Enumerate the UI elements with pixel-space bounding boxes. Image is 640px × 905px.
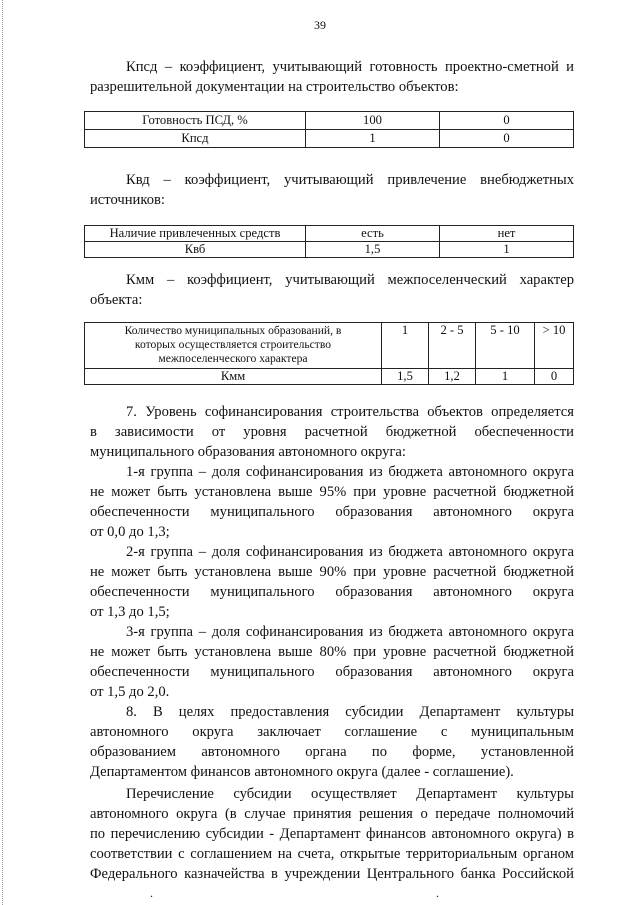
table-header-cell: 5 - 10 <box>476 323 535 369</box>
table-cell: Готовность ПСД, % <box>85 112 306 130</box>
group2-line-2: не может быть установлена выше 90% при уровне расчетной бюджетной <box>90 564 574 580</box>
table-row <box>85 130 574 148</box>
scan-mark: . <box>150 886 153 900</box>
group2-line-1: 2-я группа – доля софинансирования из бюджета автономного округа <box>126 544 574 560</box>
group2-line-3: обеспеченности муниципального образования автономного округа <box>90 584 574 600</box>
table-cell: 1,2 <box>429 369 476 385</box>
kvd-definition-line-1: Квд – коэффициент, учитывающий привлечение внебюджетных <box>126 172 574 188</box>
section8-line-4: Департаментом финансов автономного округа (далее - соглашение). <box>90 764 514 780</box>
table-row <box>85 226 574 242</box>
kpsd-definition-line-2: разрешительной документации на строительство объектов: <box>90 79 459 95</box>
kpsd-table <box>84 111 574 148</box>
transfer-line-2: автономного округа (в случае принятия решения о передаче полномочий <box>90 806 574 822</box>
table-cell: 1,5 <box>306 242 440 258</box>
section7-line-3: муниципального образования автономного округа: <box>90 444 406 460</box>
table-header-cell: 1 <box>382 323 429 369</box>
table-cell: нет <box>440 226 574 242</box>
transfer-line-3: по перечислению субсидии - Департамент финансов автономного округа) в <box>90 826 574 842</box>
group3-line-3: обеспеченности муниципального образования автономного округа <box>90 664 574 680</box>
table-cell: 0 <box>535 369 574 385</box>
kmm-definition-line-2: объекта: <box>90 292 143 308</box>
kmm-table <box>84 322 574 385</box>
scan-edge <box>2 0 7 905</box>
kmm-criterion-line: межпоселенческого характера <box>158 352 308 365</box>
group1-line-2: не может быть установлена выше 95% при уровне расчетной бюджетной <box>90 484 574 500</box>
table-row <box>85 323 574 369</box>
scan-mark: . <box>436 886 439 900</box>
group1-line-3: обеспеченности муниципального образования автономного округа <box>90 504 574 520</box>
table-cell: 1 <box>440 242 574 258</box>
transfer-line-5: Федерального казначейства в учреждении Центрального банка Российской <box>90 866 574 882</box>
table-cell: есть <box>306 226 440 242</box>
kmm-criterion-line: которых осуществляется строительство <box>134 338 332 351</box>
group3-line-2: не может быть установлена выше 80% при уровне расчетной бюджетной <box>90 644 574 660</box>
table-cell: Квб <box>85 242 306 258</box>
table-cell: 100 <box>306 112 440 130</box>
kvd-definition-line-2: источников: <box>90 192 165 208</box>
section8-line-1: 8. В целях предоставления субсидии Департамент культуры <box>126 704 574 720</box>
table-cell: Кпсд <box>85 130 306 148</box>
group1-line-1: 1-я группа – доля софинансирования из бюджета автономного округа <box>126 464 574 480</box>
kpsd-definition-line-1: Кпсд – коэффициент, учитывающий готовность проектно-сметной и <box>126 59 574 75</box>
table-cell: Кмм <box>85 369 382 385</box>
group1-line-4: от 0,0 до 1,3; <box>90 524 170 540</box>
group2-line-4: от 1,3 до 1,5; <box>90 604 170 620</box>
transfer-line-1: Перечисление субсидии осуществляет Департамент культуры <box>126 786 574 802</box>
group3-line-4: от 1,5 до 2,0. <box>90 684 170 700</box>
table-row <box>85 112 574 130</box>
section7-line-2: в зависимости от уровня расчетной бюджетной обеспеченности <box>90 424 574 440</box>
table-cell: 1 <box>476 369 535 385</box>
transfer-line-4: соответствии с соглашением на счета, открытые территориальным органом <box>90 846 574 862</box>
table-cell: 1,5 <box>382 369 429 385</box>
table-cell: Наличие привлеченных средств <box>85 226 306 242</box>
section8-line-2: автономного округа заключает соглашение с муниципальным <box>90 724 574 740</box>
table-row <box>85 242 574 258</box>
section7-line-1: 7. Уровень софинансирования строительства объектов определяется <box>126 404 574 420</box>
kmm-definition-line-1: Кмм – коэффициент, учитывающий межпоселенческий характер <box>126 272 574 288</box>
table-cell: 0 <box>440 130 574 148</box>
table-header-cell: 2 - 5 <box>429 323 476 369</box>
kvd-table <box>84 225 574 258</box>
table-row <box>85 369 574 385</box>
table-cell: 0 <box>440 112 574 130</box>
table-cell: 1 <box>306 130 440 148</box>
table-header-cell: > 10 <box>535 323 574 369</box>
kmm-criterion-line: Количество муниципальных образований, в <box>124 324 342 337</box>
group3-line-1: 3-я группа – доля софинансирования из бюджета автономного округа <box>126 624 574 640</box>
kmm-criterion-cell <box>85 323 382 369</box>
section8-line-3: образованием автономного органа по форме, установленной <box>90 744 574 760</box>
page-number: 39 <box>314 18 326 32</box>
